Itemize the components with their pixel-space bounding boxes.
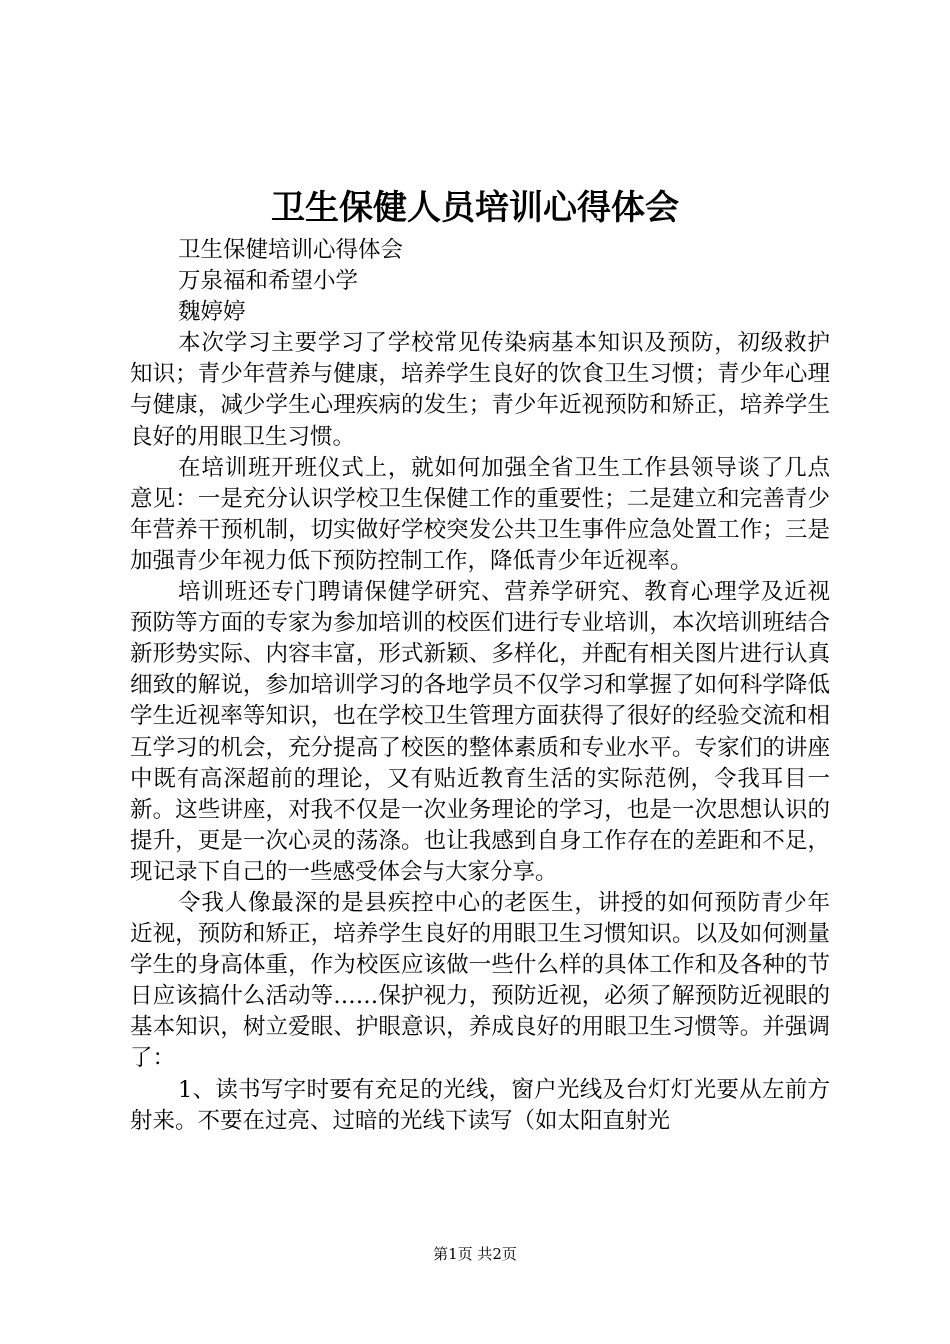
document-body <box>130 235 830 1137</box>
header-line-author: 魏婷婷 <box>178 299 246 326</box>
paragraph-1: 本次学习主要学习了学校常见传染病基本知识及预防，初级救护知识；青少年营养与健康，培养学生良好的饮食卫生习惯；青少年心理与健康，减少学生心理疾病的发生；青少年近视预防和矫正，培养学生良好的用眼卫生习惯。 <box>130 330 830 450</box>
document-title: 卫生保健人员培训心得体会 <box>271 188 679 228</box>
header-line-topic: 卫生保健培训心得体会 <box>178 237 404 263</box>
paragraph-2: 在培训班开班仪式上，就如何加强全省卫生工作县领导谈了几点意见：一是充分认识学校卫生保健工作的重要性；二是建立和完善青少年营养干预机制，切实做好学校突发公共卫生事件应急处置工作；三是加强青少年视力低下预防控制工作，降低青少年近视率。 <box>130 454 830 574</box>
paragraph-5: 1、读书写字时要有充足的光线，窗户光线及台灯灯光要从左前方射来。不要在过亮、过暗的光线下读写（如太阳直射光 <box>130 1076 830 1134</box>
page-footer: 第1页 共2页 <box>433 1245 517 1263</box>
header-line-school: 万泉福和希望小学 <box>178 268 359 295</box>
paragraph-3: 培训班还专门聘请保健学研究、营养学研究、教育心理学及近视预防等方面的专家为参加培训的校医们进行专业培训，本次培训班结合新形势实际、内容丰富，形式新颖、多样化，并配有相关图片进行认真细致的解说，参加培训学习的各地学员不仅学习和掌握了如何科学降低学生近视率等知识，也在学校卫生管理方面获得了很好的经验交流和相互学习的机会，充分提高了校医的整体素质和专业水平。专家们的讲座中既有高深超前的理论，又有贴近教育生活的实际范例，令我耳目一新。这些讲座，对我不仅是一次业务理论的学习，也是一次思想认识的提升，更是一次心灵的荡涤。也让我感到自身工作存在的差距和不足，现记录下自己的一些感受体会与大家分享。 <box>130 579 830 885</box>
paragraph-4: 令我人像最深的是县疾控中心的老医生，讲授的如何预防青少年近视，预防和矫正，培养学生良好的用眼卫生习惯知识。以及如何测量学生的身高体重，作为校医应该做一些什么样的具体工作和及各种的节日应该搞什么活动等……保护视力，预防近视，必须了解预防近视眼的基本知识，树立爱眼、护眼意识，养成良好的用眼卫生习惯等。并强调了： <box>130 889 830 1072</box>
